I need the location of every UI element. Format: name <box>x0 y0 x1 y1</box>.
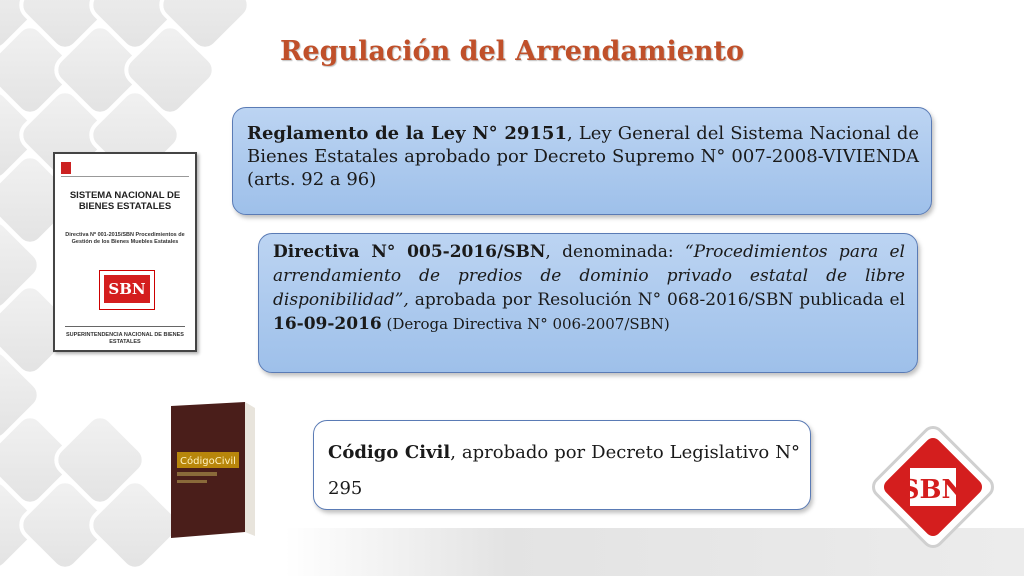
directive-title: “Procedimientos para el arrendamiento de predios de dominio privado estatal de libre disponibilidad”, <box>273 242 905 311</box>
book-title: CódigoCivil <box>180 456 236 467</box>
regulation-box-reglamento <box>232 107 932 215</box>
civil-code-name: Código Civil <box>328 442 451 463</box>
civil-code-book-image <box>163 400 259 540</box>
badge-logo-text: SBN <box>900 475 966 505</box>
page-title: Regulación del Arrendamiento <box>279 36 745 67</box>
directive-text-1: , denominada: <box>545 242 685 262</box>
sbn-logo-badge <box>868 422 998 552</box>
directive-name: Directiva N° 005-2016/SBN <box>273 242 546 262</box>
regulation-description: , Ley General del Sistema Nacional de Bienes Estatales aprobado por Decreto Supremo N° 007-2008-VIVIENDA (arts. 92 a 96) <box>247 123 919 191</box>
regulation-box-codigo-civil <box>313 420 811 510</box>
civil-code-description: , aprobado por Decreto Legislativo N° 295 <box>328 442 800 499</box>
cover-heading: SISTEMA NACIONAL DE BIENES ESTATALES <box>69 190 181 213</box>
directive-cover-image <box>53 152 197 352</box>
cover-subheading: Directiva Nº 001-2015/SBN Procedimientos de Gestión de los Bienes Muebles Estatales <box>65 232 185 245</box>
regulation-box-directiva <box>258 233 918 373</box>
directive-note: (Deroga Directiva N° 006-2007/SBN) <box>381 315 670 334</box>
ministry-header-strip <box>61 162 189 177</box>
directive-text-2: aprobada por Resolución N° 068-2016/SBN publicada el <box>408 290 905 311</box>
regulation-name: Reglamento de la Ley N° 29151 <box>247 123 567 144</box>
sbn-logo-small: SBN <box>99 270 155 310</box>
cover-footer: SUPERINTENDENCIA NACIONAL DE BIENES ESTATALES <box>66 332 184 345</box>
directive-date: 16-09-2016 <box>273 314 382 335</box>
